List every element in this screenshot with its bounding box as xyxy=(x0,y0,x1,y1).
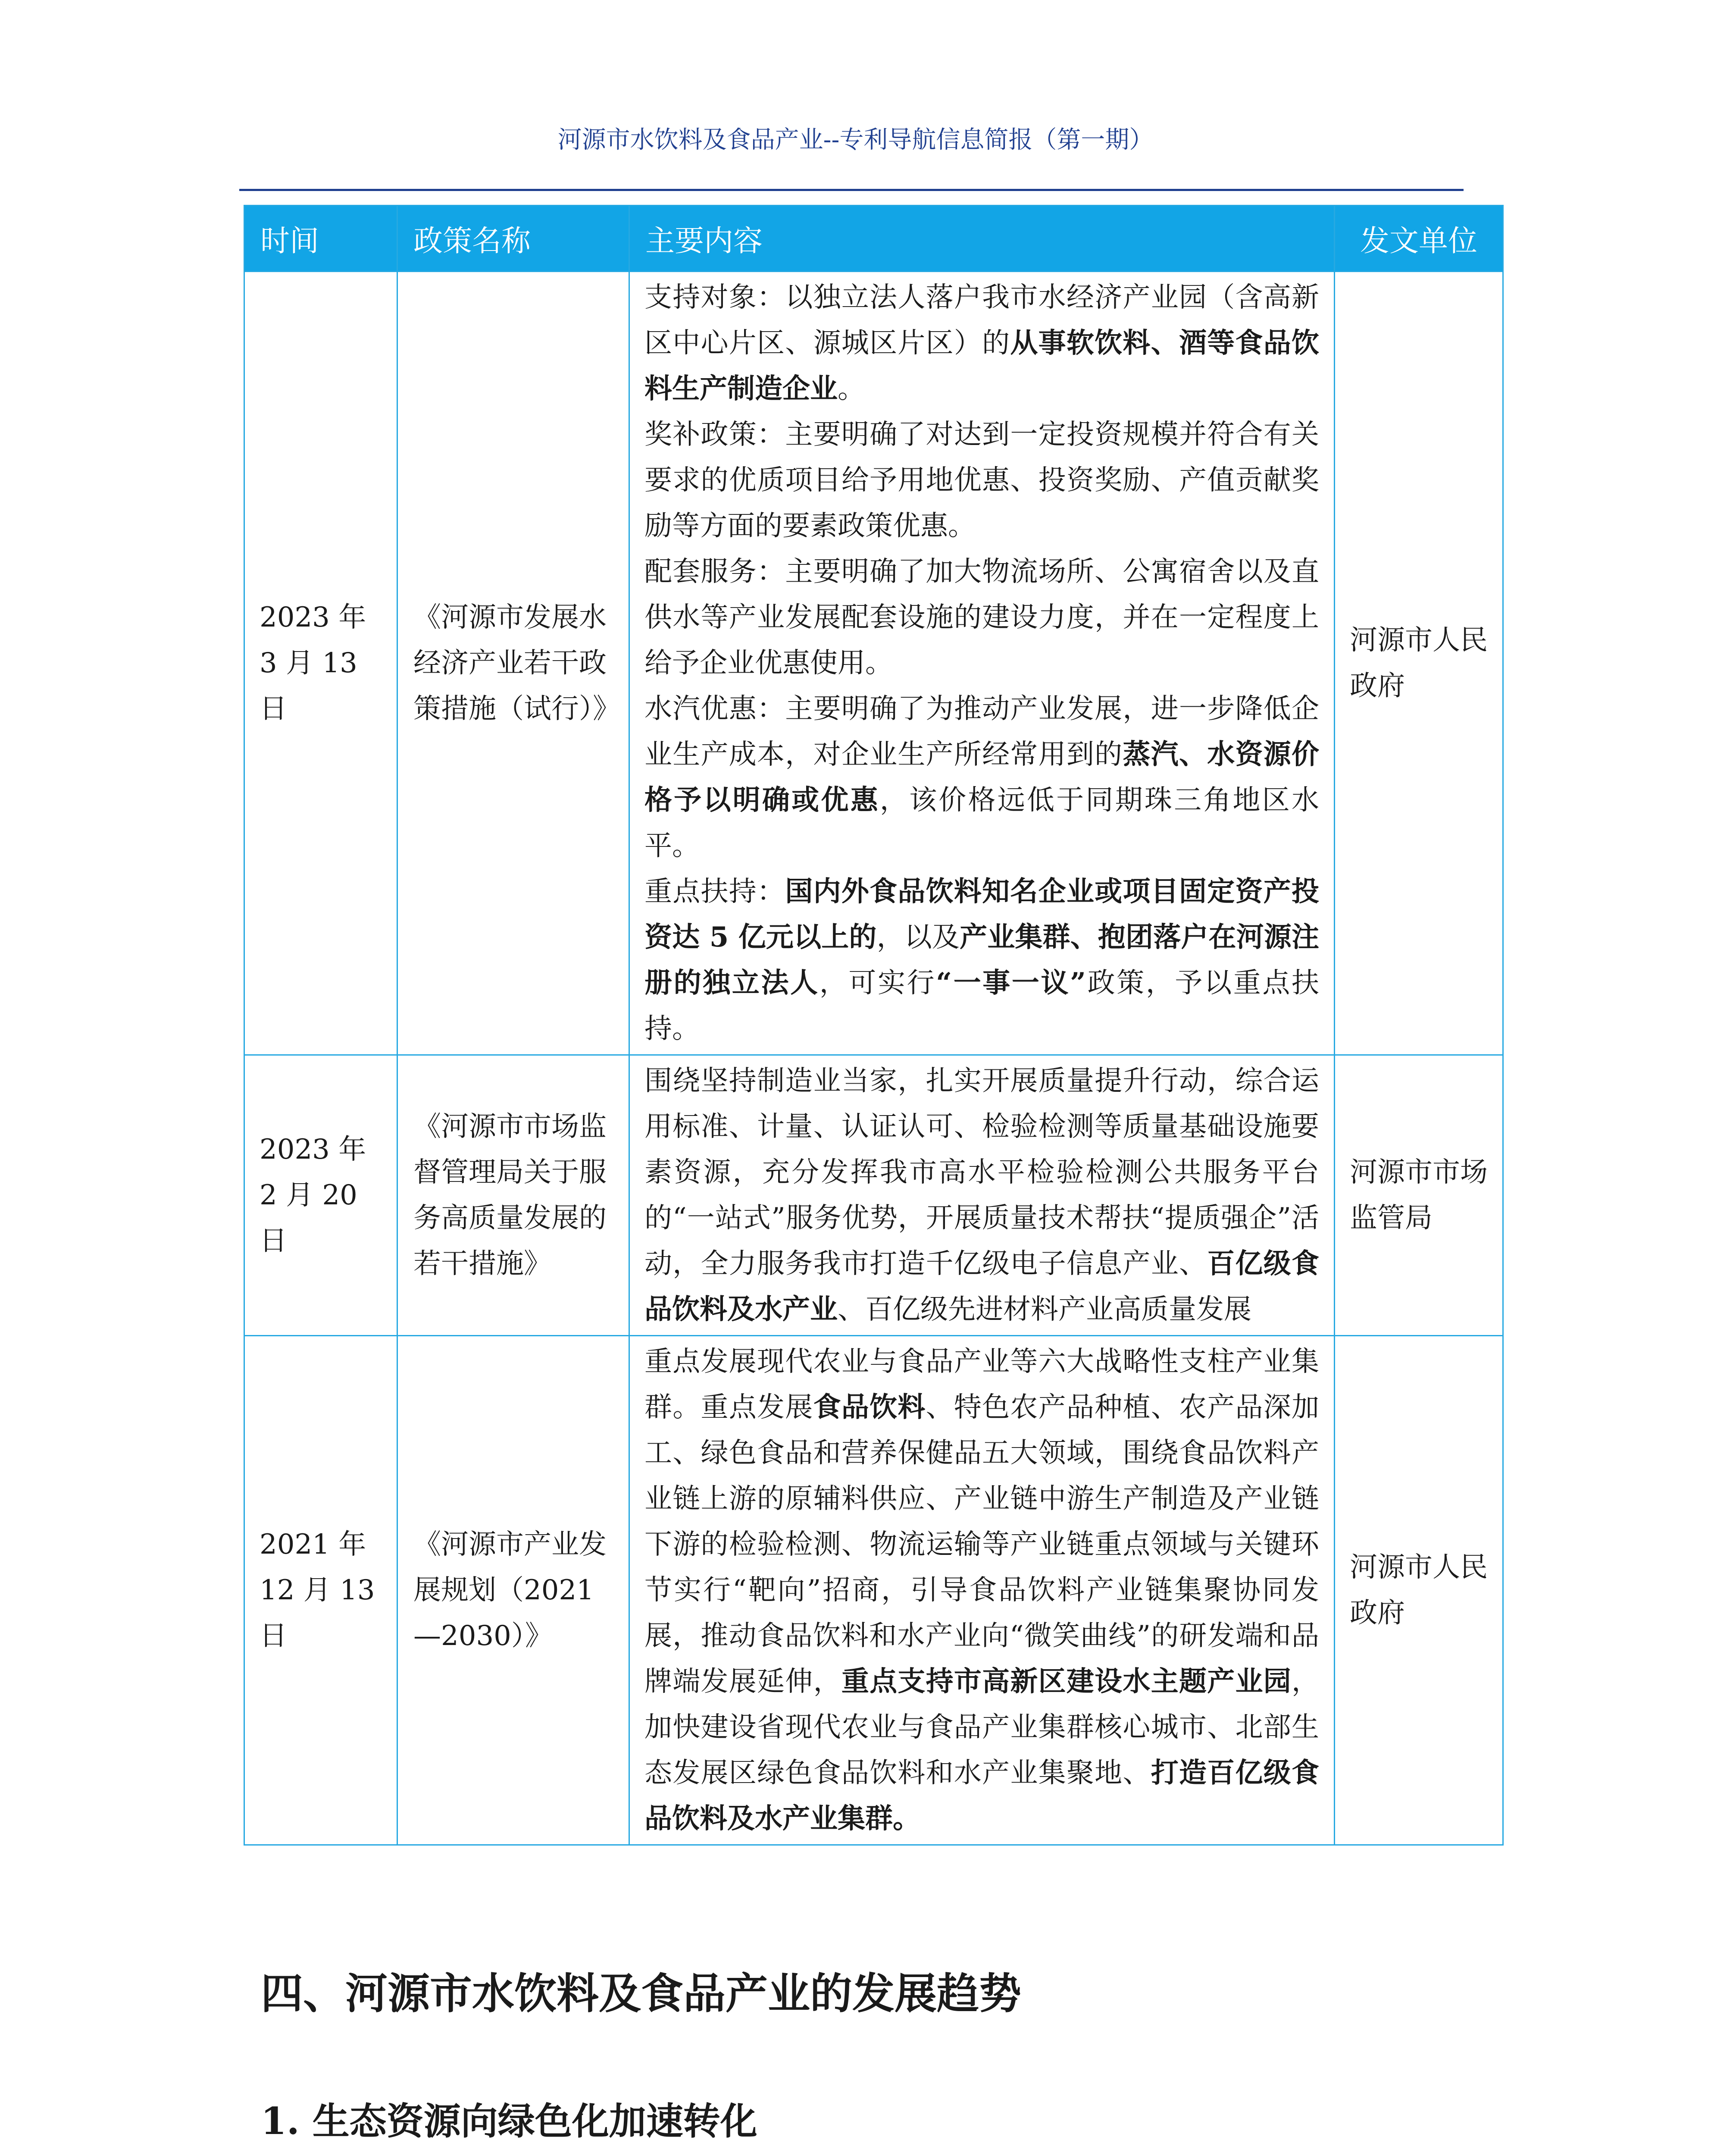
text-run: 支持对象：以独立法人落户我市水经济产业园（含高新区中心片区、源城区片区）的 xyxy=(644,282,1319,359)
document-header: 河源市水饮料及食品产业--专利导航信息简报（第一期） xyxy=(557,126,1154,154)
header-rule xyxy=(239,189,1464,191)
issuer-cell: 河源市市场监管局 xyxy=(1335,1055,1503,1336)
table-row xyxy=(244,1336,1503,1845)
subsection-heading: 1. 生态资源向绿色化加速转化 xyxy=(261,2100,757,2143)
date-line: 2023 年 xyxy=(260,602,366,633)
text-run: 水汽优惠：主要明确了为推动产业发展，进一步降低企业生产成本，对企业生产所经常用到的 xyxy=(644,693,1319,771)
date-line: 2023 年 xyxy=(260,1134,366,1166)
content-paragraph xyxy=(644,412,1319,549)
content-paragraph xyxy=(644,686,1319,869)
content-paragraph xyxy=(644,869,1319,1052)
bold-run: “一事一议” xyxy=(936,967,1086,999)
date-line: 3 月 13 日 xyxy=(260,647,357,725)
policy-name-cell: 《河源市市场监督管理局关于服务高质量发展的若干措施》 xyxy=(397,1055,629,1336)
text-run: 配套服务：主要明确了加大物流场所、公寓宿舍以及直供水等产业发展配套设施的建设力度，并在一定程度上给予企业优惠使用。 xyxy=(644,556,1319,679)
text-run: 、特色农产品种植、农产品深加工、绿色食品和营养保健品五大领域，围绕食品饮料产业链上游的原辅料供应、产业链中游生产制造及产业链下游的检验检测、物流运输等产业链重点领域与关键环节实行“靶向”招商，引导食品饮料产业链集聚协同发展，推动食品饮料和水产业向“微笑曲线”的研发端和品牌端发展延伸， xyxy=(644,1391,1320,1698)
bold-run: 国内外食品饮料知名企业或项目固定资产投资达 5 亿元以上的 xyxy=(644,875,1320,953)
text-run: ，加快建设省现代农业与食品产业集群核心城市、北部生态发展区绿色食品饮料和水产业集聚地、 xyxy=(644,1666,1320,1789)
section-heading: 四、河源市水饮料及食品产业的发展趋势 xyxy=(261,1969,1022,2018)
text-run: 政策，予以重点扶持。 xyxy=(644,967,1319,1045)
bold-run: 食品饮料 xyxy=(813,1391,926,1423)
table-header-row xyxy=(244,206,1503,272)
bold-run: 重点支持市高新区建设水主题产业园 xyxy=(841,1665,1292,1698)
text-run: 、百亿级先进材料产业高质量发展 xyxy=(838,1294,1251,1326)
date-line: 日 xyxy=(260,1620,287,1652)
content-cell xyxy=(629,1336,1335,1845)
issuer-cell: 河源市人民政府 xyxy=(1335,272,1503,1055)
date-line: 2 月 20 日 xyxy=(260,1179,357,1257)
text-run: ，该价格远低于同期珠三角地区水平。 xyxy=(644,784,1320,862)
issuer-cell: 河源市人民政府 xyxy=(1335,1336,1503,1845)
table-row xyxy=(244,1055,1503,1336)
text-run: ，可实行 xyxy=(819,967,936,999)
date-cell xyxy=(244,272,397,1055)
text-run: ，以及 xyxy=(876,921,960,953)
content-paragraph xyxy=(644,1058,1319,1332)
content-paragraph xyxy=(644,549,1319,686)
content-cell xyxy=(629,272,1335,1055)
text-run: 重点扶持： xyxy=(644,876,785,908)
bold-run: 百亿级食品饮料及水产业 xyxy=(644,1247,1320,1326)
col-header-policy-name: 政策名称 xyxy=(397,206,629,272)
policy-name-cell: 《河源市发展水经济产业若干政策措施（试行）》 xyxy=(397,272,629,1055)
content-paragraph xyxy=(644,275,1319,412)
table-row xyxy=(244,272,1503,1055)
bold-run: 蒸汽、水资源价格予以明确或优惠 xyxy=(644,738,1320,816)
bold-run: 从事软饮料、酒等食品饮料生产制造企业 xyxy=(644,327,1319,405)
date-line: 2021 年 xyxy=(260,1529,366,1561)
text-run: 围绕坚持制造业当家，扎实开展质量提升行动，综合运用标准、计量、认证认可、检验检测等质量基础设施要素资源，充分发挥我市高水平检验检测公共服务平台的“一站式”服务优势，开展质量技术帮扶“提质强企”活动，全力服务我市打造千亿级电子信息产业、 xyxy=(644,1065,1319,1280)
bold-run: 打造百亿级食品饮料及水产业集群。 xyxy=(644,1757,1320,1835)
content-paragraph xyxy=(644,1339,1319,1842)
col-header-issuer: 发文单位 xyxy=(1335,206,1503,272)
text-run: 。 xyxy=(838,373,865,405)
policy-name-cell: 《河源市产业发展规划（2021—2030）》 xyxy=(397,1336,629,1845)
col-header-time: 时间 xyxy=(244,206,397,272)
policy-table xyxy=(244,205,1504,1846)
col-header-content: 主要内容 xyxy=(629,206,1335,272)
content-cell xyxy=(629,1055,1335,1336)
date-cell xyxy=(244,1336,397,1845)
date-cell xyxy=(244,1055,397,1336)
date-line: 12 月 13 xyxy=(260,1574,375,1606)
text-run: 重点发展现代农业与食品产业等六大战略性支柱产业集群。重点发展 xyxy=(644,1346,1319,1423)
text-run: 奖补政策：主要明确了对达到一定投资规模并符合有关要求的优质项目给予用地优惠、投资奖励、产值贡献奖励等方面的要素政策优惠。 xyxy=(644,419,1319,542)
bold-run: 产业集群、抱团落户在河源注册的独立法人 xyxy=(644,921,1320,999)
